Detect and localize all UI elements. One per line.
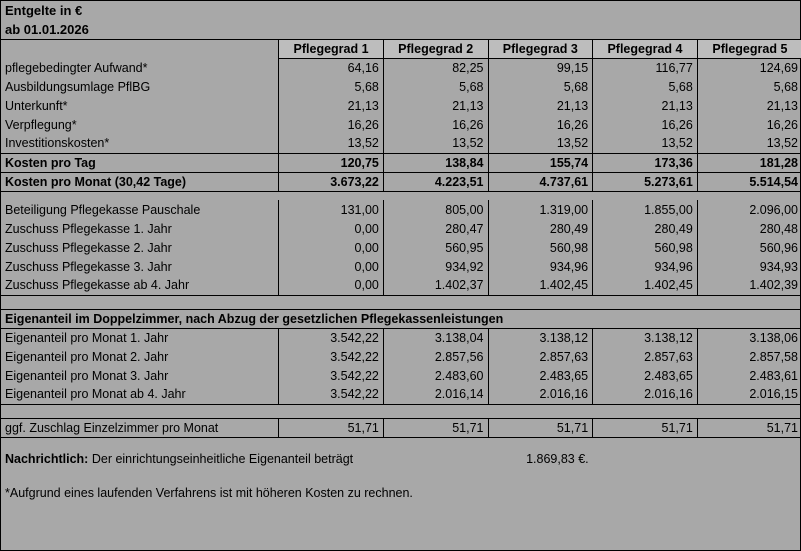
row-value: 21,13	[593, 96, 698, 115]
row-value: 2.016,16	[593, 385, 698, 404]
spacer-cell	[1, 472, 279, 481]
spacer-cell	[488, 191, 593, 200]
table-row	[1, 328, 801, 347]
row-value: 280,48	[697, 219, 801, 238]
spacer-cell	[488, 404, 593, 418]
spacer-row	[1, 295, 801, 309]
row-value: 16,26	[383, 115, 488, 134]
row-value: 280,47	[383, 219, 488, 238]
table-row	[1, 238, 801, 257]
row-value: 21,13	[488, 96, 593, 115]
header-pflegegrad-5: Pflegegrad 5	[697, 39, 801, 58]
row-value: 51,71	[697, 418, 801, 437]
table-row	[1, 134, 801, 153]
note-amount: 1.869,83 €.	[526, 452, 589, 466]
row-label: Zuschuss Pflegekasse ab 4. Jahr	[1, 276, 279, 295]
spacer-cell	[488, 472, 593, 481]
row-label: Zuschuss Pflegekasse 2. Jahr	[5, 240, 172, 255]
row-label: Investitionskosten*	[1, 134, 279, 153]
spacer-cell	[593, 295, 698, 309]
row-value: 2.483,65	[488, 366, 593, 385]
spacer-cell	[279, 437, 384, 446]
einzelzimmer-row	[1, 418, 801, 437]
table-row	[1, 77, 801, 96]
row-label: Verpflegung*	[5, 117, 77, 132]
row-value: 280,49	[593, 219, 698, 238]
row-value: 3.673,22	[279, 172, 384, 191]
row-value: 3.542,22	[279, 366, 384, 385]
row-value: 934,93	[697, 257, 801, 276]
row-label: Eigenanteil pro Monat ab 4. Jahr	[1, 385, 279, 404]
table-row	[1, 200, 801, 219]
row-value: 131,00	[279, 200, 384, 219]
spacer-cell	[697, 295, 801, 309]
table-row-total-month	[1, 172, 801, 191]
spacer-cell	[1, 191, 279, 200]
row-value: 21,13	[279, 96, 384, 115]
row-value: 2.016,14	[383, 385, 488, 404]
row-value: 1.402,45	[488, 276, 593, 295]
row-value: 560,98	[593, 238, 698, 257]
row-value: 13,52	[593, 134, 698, 153]
row-value: 1.319,00	[488, 200, 593, 219]
spacer-row	[1, 472, 801, 481]
row-value: 99,15	[488, 58, 593, 77]
note-spacer-1	[593, 446, 698, 472]
row-label: Kosten pro Monat (30,42 Tage)	[1, 172, 279, 191]
row-value: 2.016,15	[697, 385, 801, 404]
note-text-cell	[1, 446, 488, 472]
row-value: 2.096,00	[697, 200, 801, 219]
row-value: 5,68	[593, 77, 698, 96]
row-value: 2.483,65	[593, 366, 698, 385]
spacer-row	[1, 191, 801, 200]
row-value: 155,74	[488, 153, 593, 172]
spacer-cell	[488, 295, 593, 309]
title-line1: Entgelte in €	[5, 3, 83, 18]
spacer-cell	[697, 437, 801, 446]
spacer-cell	[1, 295, 279, 309]
eigenanteil-heading-row	[1, 309, 801, 328]
entgelte-table	[1, 1, 801, 505]
row-value: 13,52	[279, 134, 384, 153]
row-value: 560,96	[697, 238, 801, 257]
spacer-cell	[279, 472, 384, 481]
row-value: 16,26	[697, 115, 801, 134]
row-value: 21,13	[697, 96, 801, 115]
table-row	[1, 96, 801, 115]
row-value: 138,84	[383, 153, 488, 172]
row-value: 5.514,54	[697, 172, 801, 191]
row-value: 5,68	[697, 77, 801, 96]
row-value: 5.273,61	[593, 172, 698, 191]
spacer-cell	[1, 404, 279, 418]
row-label: Eigenanteil pro Monat 3. Jahr	[5, 368, 169, 383]
note-text: Der einrichtungseinheitliche Eigenanteil beträgt	[91, 452, 354, 466]
table-row	[1, 366, 801, 385]
row-value: 2.857,58	[697, 347, 801, 366]
spacer-cell	[383, 191, 488, 200]
spacer-cell	[593, 404, 698, 418]
row-value: 0,00	[279, 219, 384, 238]
spacer-cell	[279, 295, 384, 309]
row-value: 2.857,56	[383, 347, 488, 366]
spacer-cell	[383, 295, 488, 309]
row-value: 5,68	[383, 77, 488, 96]
table-row-total-day	[1, 153, 801, 172]
spacer-cell	[279, 191, 384, 200]
header-pflegegrad-1: Pflegegrad 1	[279, 39, 384, 58]
title-spacer-5	[697, 1, 801, 20]
row-value: 120,75	[279, 153, 384, 172]
row-value: 280,49	[488, 219, 593, 238]
title-row-1	[1, 1, 801, 20]
table-row	[1, 58, 801, 77]
spacer-cell	[697, 472, 801, 481]
row-value: 0,00	[279, 257, 384, 276]
row-value: 1.402,39	[697, 276, 801, 295]
title2-spacer-4	[593, 20, 698, 39]
row-value: 116,77	[593, 58, 698, 77]
row-value: 0,00	[279, 276, 384, 295]
eigenanteil-heading: Eigenanteil im Doppelzimmer, nach Abzug der gesetzlichen Pflegekassenleistungen	[1, 309, 801, 328]
row-value: 2.857,63	[488, 347, 593, 366]
row-label: Kosten pro Tag	[1, 153, 279, 172]
row-value: 934,92	[383, 257, 488, 276]
row-label: ggf. Zuschlag Einzelzimmer pro Monat	[1, 418, 279, 437]
title-spacer-3	[488, 1, 593, 20]
row-label: Eigenanteil pro Monat 1. Jahr	[5, 330, 169, 345]
row-value: 2.857,63	[593, 347, 698, 366]
row-label: Zuschuss Pflegekasse 1. Jahr	[5, 221, 172, 236]
footnote-text: *Aufgrund eines laufenden Verfahrens ist mit höheren Kosten zu rechnen.	[5, 486, 413, 500]
row-value: 5,68	[279, 77, 384, 96]
row-value: 934,96	[488, 257, 593, 276]
title-spacer-1	[279, 1, 384, 20]
spacer-row	[1, 404, 801, 418]
row-value: 3.542,22	[279, 385, 384, 404]
row-value: 1.855,00	[593, 200, 698, 219]
title-row-2	[1, 20, 801, 39]
table-row	[1, 257, 801, 276]
row-value: 16,26	[488, 115, 593, 134]
row-value: 3.542,22	[279, 347, 384, 366]
row-value: 560,98	[488, 238, 593, 257]
row-value: 4.223,51	[383, 172, 488, 191]
note-prefix: Nachrichtlich:	[5, 452, 89, 466]
row-label: Unterkunft*	[5, 98, 68, 113]
table-row	[1, 385, 801, 404]
row-value: 3.542,22	[279, 328, 384, 347]
spacer-cell	[593, 437, 698, 446]
row-value: 21,13	[383, 96, 488, 115]
header-pflegegrad-3: Pflegegrad 3	[488, 39, 593, 58]
row-value: 3.138,12	[488, 328, 593, 347]
row-value: 4.737,61	[488, 172, 593, 191]
spacer-cell	[697, 191, 801, 200]
header-empty-cell	[1, 39, 279, 58]
row-value: 51,71	[279, 418, 384, 437]
spacer-cell	[279, 404, 384, 418]
row-label: Eigenanteil pro Monat 2. Jahr	[5, 349, 169, 364]
title-line2: ab 01.01.2026	[1, 20, 279, 39]
row-label: pflegebedingter Aufwand*	[5, 60, 148, 75]
spacer-cell	[593, 472, 698, 481]
spacer-cell	[383, 437, 488, 446]
row-label: Zuschuss Pflegekasse 3. Jahr	[5, 259, 172, 274]
row-value: 560,95	[383, 238, 488, 257]
table-row	[1, 276, 801, 295]
spacer-cell	[1, 437, 279, 446]
row-value: 124,69	[697, 58, 801, 77]
row-value: 3.138,06	[697, 328, 801, 347]
row-value: 3.138,12	[593, 328, 698, 347]
row-value: 181,28	[697, 153, 801, 172]
column-header-row	[1, 39, 801, 58]
row-value: 1.402,37	[383, 276, 488, 295]
row-value: 0,00	[279, 238, 384, 257]
spacer-cell	[488, 437, 593, 446]
title-spacer-2	[383, 1, 488, 20]
row-value: 51,71	[593, 418, 698, 437]
row-value: 64,16	[279, 58, 384, 77]
row-value: 2.016,16	[488, 385, 593, 404]
row-value: 13,52	[697, 134, 801, 153]
title2-spacer-2	[383, 20, 488, 39]
row-value: 173,36	[593, 153, 698, 172]
table-row	[1, 347, 801, 366]
row-value: 16,26	[593, 115, 698, 134]
table-row	[1, 219, 801, 238]
note-spacer-2	[697, 446, 801, 472]
row-label: Ausbildungsumlage PflBG	[5, 79, 151, 94]
row-value: 5,68	[488, 77, 593, 96]
header-pflegegrad-2: Pflegegrad 2	[383, 39, 488, 58]
row-label: Beteiligung Pflegekasse Pauschale	[5, 202, 201, 217]
title2-spacer-5	[697, 20, 801, 39]
row-value: 51,71	[383, 418, 488, 437]
header-pflegegrad-4: Pflegegrad 4	[593, 39, 698, 58]
title-spacer-4	[593, 1, 698, 20]
row-value: 1.402,45	[593, 276, 698, 295]
row-value: 3.138,04	[383, 328, 488, 347]
title2-spacer-1	[279, 20, 384, 39]
row-value: 13,52	[488, 134, 593, 153]
row-value: 82,25	[383, 58, 488, 77]
row-value: 2.483,60	[383, 366, 488, 385]
spacer-row	[1, 437, 801, 446]
spacer-cell	[697, 404, 801, 418]
spacer-cell	[593, 191, 698, 200]
row-value: 2.483,61	[697, 366, 801, 385]
note-row	[1, 446, 801, 472]
row-value: 51,71	[488, 418, 593, 437]
row-value: 805,00	[383, 200, 488, 219]
title2-spacer-3	[488, 20, 593, 39]
row-value: 16,26	[279, 115, 384, 134]
spacer-cell	[383, 472, 488, 481]
table-row	[1, 115, 801, 134]
footnote-row	[1, 481, 801, 505]
row-value: 13,52	[383, 134, 488, 153]
spacer-cell	[383, 404, 488, 418]
row-value: 934,96	[593, 257, 698, 276]
